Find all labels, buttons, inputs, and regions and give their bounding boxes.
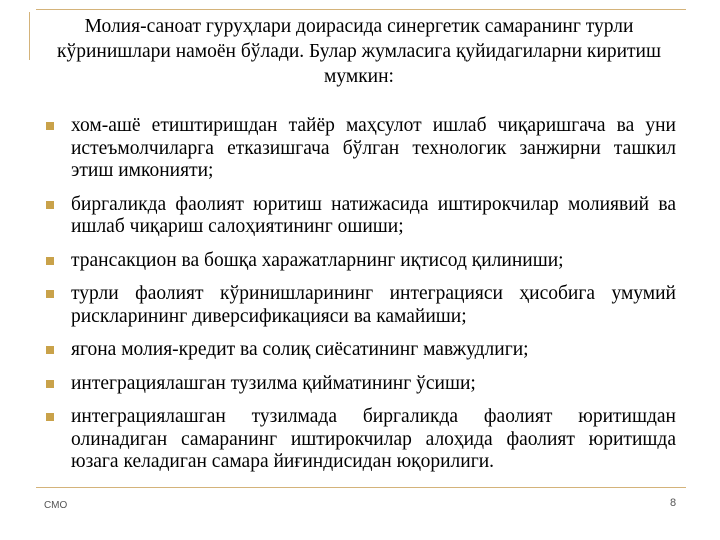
square-bullet-icon — [46, 290, 54, 298]
list-item-text: трансакцион ва бошқа харажатларнинг иқтисод қилиниши; — [71, 249, 564, 271]
square-bullet-icon — [46, 413, 54, 421]
list-item-text: интеграциялашган тузилмада биргаликда фаолият юритишдан олинадиган самаранинг иштирокчилар алоҳида фаолият юритишда юзага келадиган самара йиғиндисидан юқорилиги. — [71, 406, 676, 472]
list-item — [46, 194, 676, 239]
bottom-divider — [36, 487, 686, 488]
bullet-list — [46, 115, 676, 485]
list-item — [46, 283, 676, 328]
left-accent-line — [29, 12, 30, 60]
list-item — [46, 373, 676, 396]
square-bullet-icon — [46, 201, 54, 209]
list-item-text: биргаликда фаолият юритиш натижасида иштирокчилар молиявий ва ишлаб чиқариш салоҳиятининг ошиши; — [71, 193, 676, 237]
list-item — [46, 339, 676, 362]
square-bullet-icon — [46, 257, 54, 265]
square-bullet-icon — [46, 346, 54, 354]
square-bullet-icon — [46, 122, 54, 130]
footer-label: СМО — [44, 500, 68, 511]
list-item-text: интеграциялашган тузилма қийматининг ўсиши; — [71, 372, 476, 394]
list-item — [46, 406, 676, 474]
list-item-text: турли фаолият кўринишларининг интеграцияси ҳисобига умумий рискларининг диверсификацияси ва камайиши; — [71, 283, 676, 327]
list-item-text: ягона молия-кредит ва солиқ сиёсатининг мавжудлиги; — [71, 339, 529, 360]
top-divider — [36, 9, 686, 10]
page-number: 8 — [670, 497, 677, 509]
list-item-text: хом-ашё етиштиришдан тайёр маҳсулот ишлаб чиқаришгача ва уни истеъмолчиларга етказишгача бўлган технологик занжирни ташкил этиш имконияти; — [71, 115, 676, 181]
list-item — [46, 250, 676, 273]
square-bullet-icon — [46, 380, 54, 388]
slide-intro-text: Молия-саноат гуруҳлари доирасида синергетик самаранинг турли кўринишлари намоён бўлади. Булар жумласига қуйидагиларни киритиш мумкин: — [56, 16, 662, 87]
list-item — [46, 115, 676, 183]
